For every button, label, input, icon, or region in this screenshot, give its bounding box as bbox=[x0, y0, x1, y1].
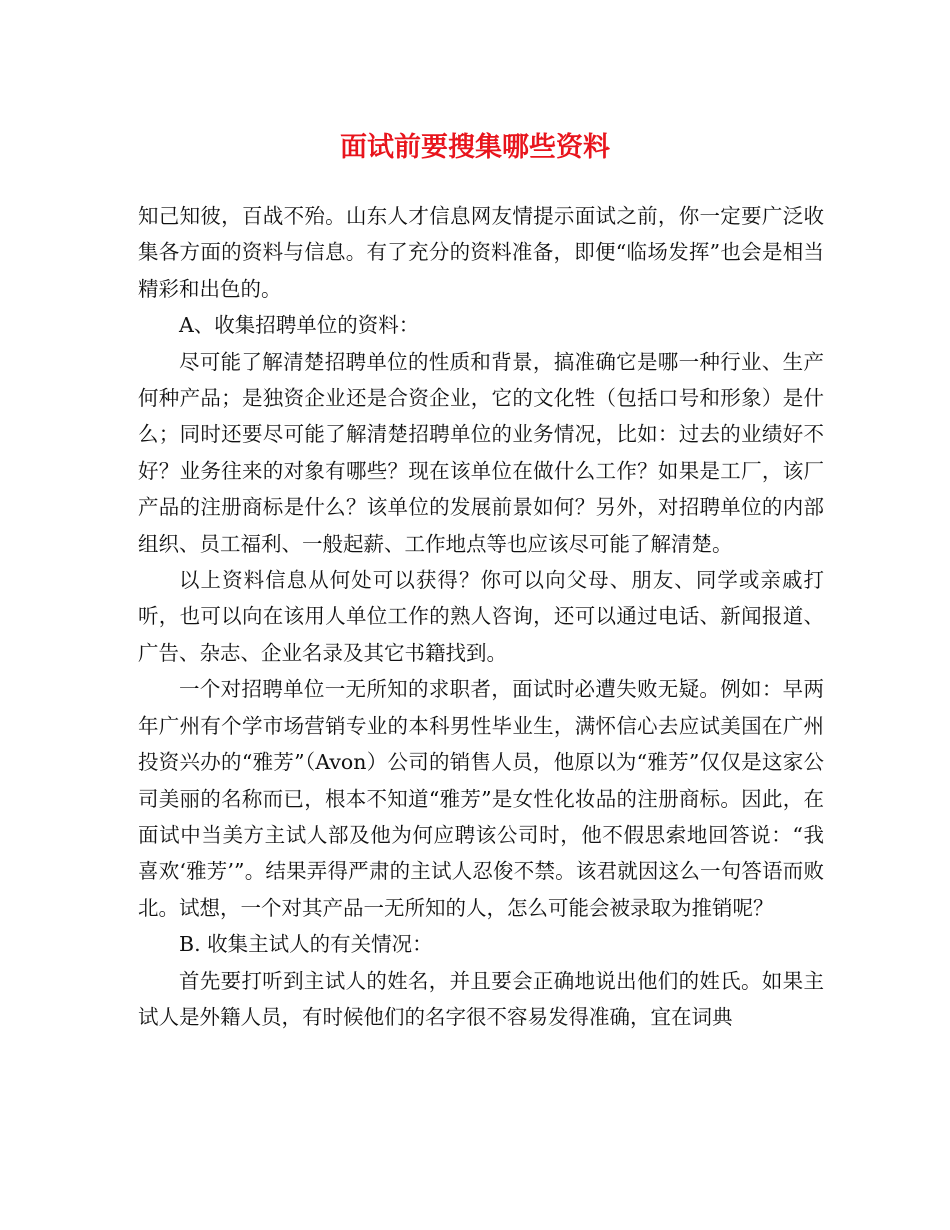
section-heading-b: B. 收集主试人的有关情况： bbox=[179, 932, 433, 957]
paragraph-info-sources: 以上资料信息从何处可以获得？你可以向父母、朋友、同学或亲戚打听，也可以向在该用人单位工作的熟人咨询，还可以通过电话、新闻报道、广告、杂志、企业名录及其它书籍找到。 bbox=[138, 568, 824, 665]
paragraph-interviewer-name: 首先要打听到主试人的姓名，并且要会正确地说出他们的姓氏。如果主试人是外籍人员，有时候他们的名字很不容易发得准确，宜在词典 bbox=[138, 968, 824, 1029]
paragraph-company-research: 尽可能了解清楚招聘单位的性质和背景，搞准确它是哪一种行业、生产何种产品；是独资企业还是合资企业，它的文化牲（包括口号和形象）是什么；同时还要尽可能了解清楚招聘单位的业务情况，比如：过去的业绩好不好？业务往来的对象有哪些？现在该单位在做什么工作？如果是工厂，该厂产品的注册商标是什么？该单位的发展前景如何？另外，对招聘单位的内部组织、员工福利、一般起薪、工作地点等也应该尽可能了解清楚。 bbox=[138, 349, 824, 556]
section-heading-a: A、收集招聘单位的资料： bbox=[179, 313, 420, 338]
paragraph-example-avon: 一个对招聘单位一无所知的求职者，面试时必遭失败无疑。例如：早两年广州有个学市场营销专业的本科男性毕业生，满怀信心去应试美国在广州投资兴办的“雅芳”（Avon）公司的销售人员，他原以为“雅芳”仅仅是这家公司美丽的名称而已，根本不知道“雅芳”是女性化妆品的注册商标。因此，在面试中当美方主试人部及他为何应聘该公司时，他不假思索地回答说：“我喜欢‘雅芳’”。结果弄得严肃的主试人忍俊不禁。该君就因这么一句答语而败北。试想，一个对其产品一无所知的人，怎么可能会被录取为推销呢？ bbox=[138, 677, 824, 920]
document-title: 面试前要搜集哪些资料 bbox=[340, 132, 610, 163]
paragraph-intro: 知己知彼，百战不殆。山东人才信息网友情提示面试之前，你一定要广泛收集各方面的资料与信息。有了充分的资料准备，即便“临场发挥”也会是相当精彩和出色的。 bbox=[138, 204, 824, 301]
document-body bbox=[138, 198, 824, 1035]
